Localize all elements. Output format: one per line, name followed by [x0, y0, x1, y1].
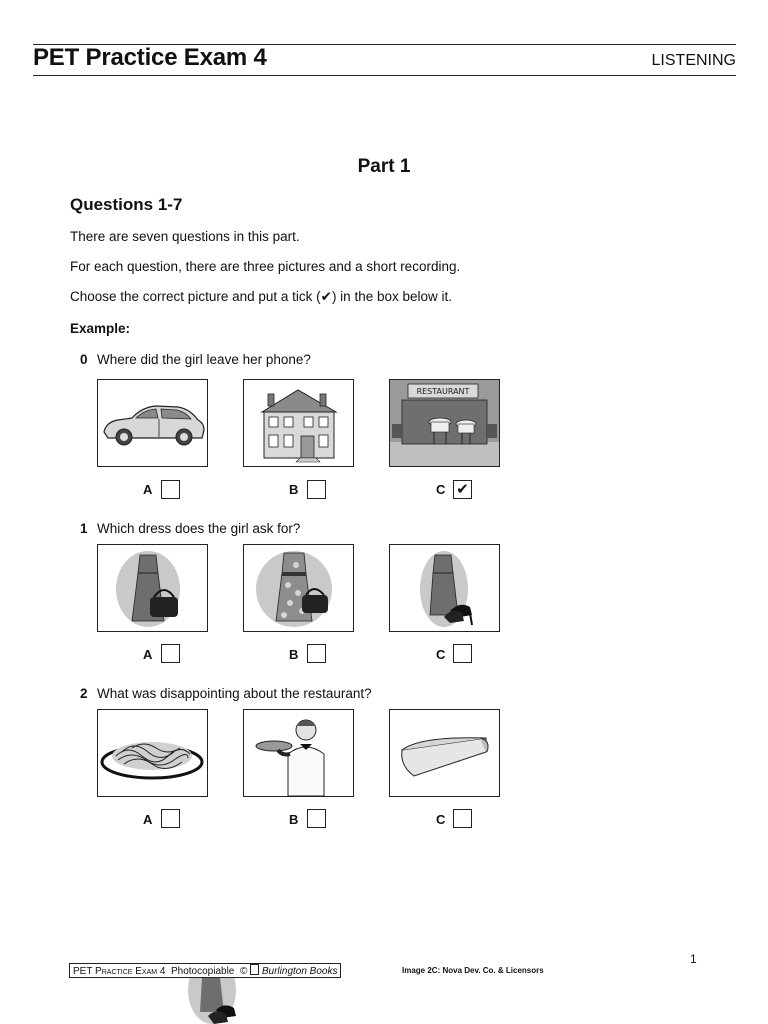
instruction-line-3: Choose the correct picture and put a tick (✔) in the box below it. — [70, 289, 453, 304]
questions-heading: Questions 1-7 — [70, 195, 183, 214]
header-bottom-rule — [33, 75, 736, 76]
question-text-2: What was disappointing about the restaurant? — [97, 686, 372, 701]
option-1-b-picture[interactable] — [243, 544, 354, 632]
waiter-icon — [244, 710, 353, 796]
option-0-c-checkbox[interactable]: ✔ — [453, 480, 472, 499]
question-number-2: 2 — [80, 686, 88, 701]
option-0-a-checkbox[interactable] — [161, 480, 180, 499]
house-icon — [244, 380, 353, 466]
option-1-c-picture[interactable] — [389, 544, 500, 632]
instruction-line-1: There are seven questions in this part. — [70, 229, 300, 244]
question-text-1: Which dress does the girl ask for? — [97, 521, 301, 536]
question-text-0: Where did the girl leave her phone? — [97, 352, 311, 367]
option-0-a-letter: A — [143, 482, 153, 497]
option-2-a-checkbox[interactable] — [161, 809, 180, 828]
footer-exam-part5: 4 — [159, 966, 166, 977]
option-2-c-checkbox[interactable] — [453, 809, 472, 828]
option-0-a-picture[interactable] — [97, 379, 208, 467]
option-1-a-letter: A — [143, 647, 153, 662]
image-credit: Image 2C: Nova Dev. Co. & Licensors — [402, 966, 544, 975]
option-1-b-checkbox[interactable] — [307, 644, 326, 663]
option-2-b-letter: B — [289, 812, 299, 827]
option-2-c-letter: C — [436, 812, 446, 827]
spaghetti-icon — [98, 710, 207, 796]
part-title: Part 1 — [357, 156, 411, 177]
plain-dress-shoes-icon — [390, 545, 499, 631]
pie-slice-icon — [390, 710, 499, 796]
option-2-a-picture[interactable] — [97, 709, 208, 797]
exam-title: PET Practice Exam 4 — [33, 44, 267, 71]
copyright-icon: © — [239, 966, 248, 977]
option-1-c-letter: C — [436, 647, 446, 662]
option-1-a-picture[interactable] — [97, 544, 208, 632]
dress-shoes-fragment-icon — [186, 978, 242, 1024]
option-1-a-checkbox[interactable] — [161, 644, 180, 663]
footer-exam-part4: XAM — [141, 969, 158, 976]
stray-dress-image-fragment — [186, 978, 242, 1024]
question-number-1: 1 — [80, 521, 88, 536]
option-2-b-picture[interactable] — [243, 709, 354, 797]
publisher-logo-icon — [250, 964, 259, 975]
option-1-c-checkbox[interactable] — [453, 644, 472, 663]
instruction-line-2: For each question, there are three pictures and a short recording. — [70, 259, 461, 274]
option-2-a-letter: A — [143, 812, 153, 827]
option-0-c-picture[interactable] — [389, 379, 500, 467]
option-1-b-letter: B — [289, 647, 299, 662]
restaurant-sign-text: RESTAURANT — [416, 387, 470, 396]
restaurant-icon — [390, 380, 499, 466]
option-0-c-letter: C — [436, 482, 446, 497]
footer-exam-part2: RACTICE — [101, 969, 133, 976]
option-2-c-picture[interactable] — [389, 709, 500, 797]
option-2-b-checkbox[interactable] — [307, 809, 326, 828]
section-label: LISTENING — [651, 52, 736, 69]
footer-photocopiable: Photocopiable — [170, 966, 235, 977]
footer-exam-part3: E — [135, 966, 142, 977]
flowered-dress-handbag-icon — [244, 545, 353, 631]
footer-exam-part1: PET P — [73, 966, 102, 977]
page-number: 1 — [690, 952, 697, 966]
option-0-b-letter: B — [289, 482, 299, 497]
footer-publisher: Burlington Books — [261, 966, 338, 977]
footer-copyright-box — [69, 963, 341, 978]
car-icon — [98, 380, 207, 466]
plain-dress-handbag-icon — [98, 545, 207, 631]
example-label: Example: — [70, 321, 131, 336]
question-number-0: 0 — [80, 352, 88, 367]
option-0-b-picture[interactable] — [243, 379, 354, 467]
option-0-b-checkbox[interactable] — [307, 480, 326, 499]
